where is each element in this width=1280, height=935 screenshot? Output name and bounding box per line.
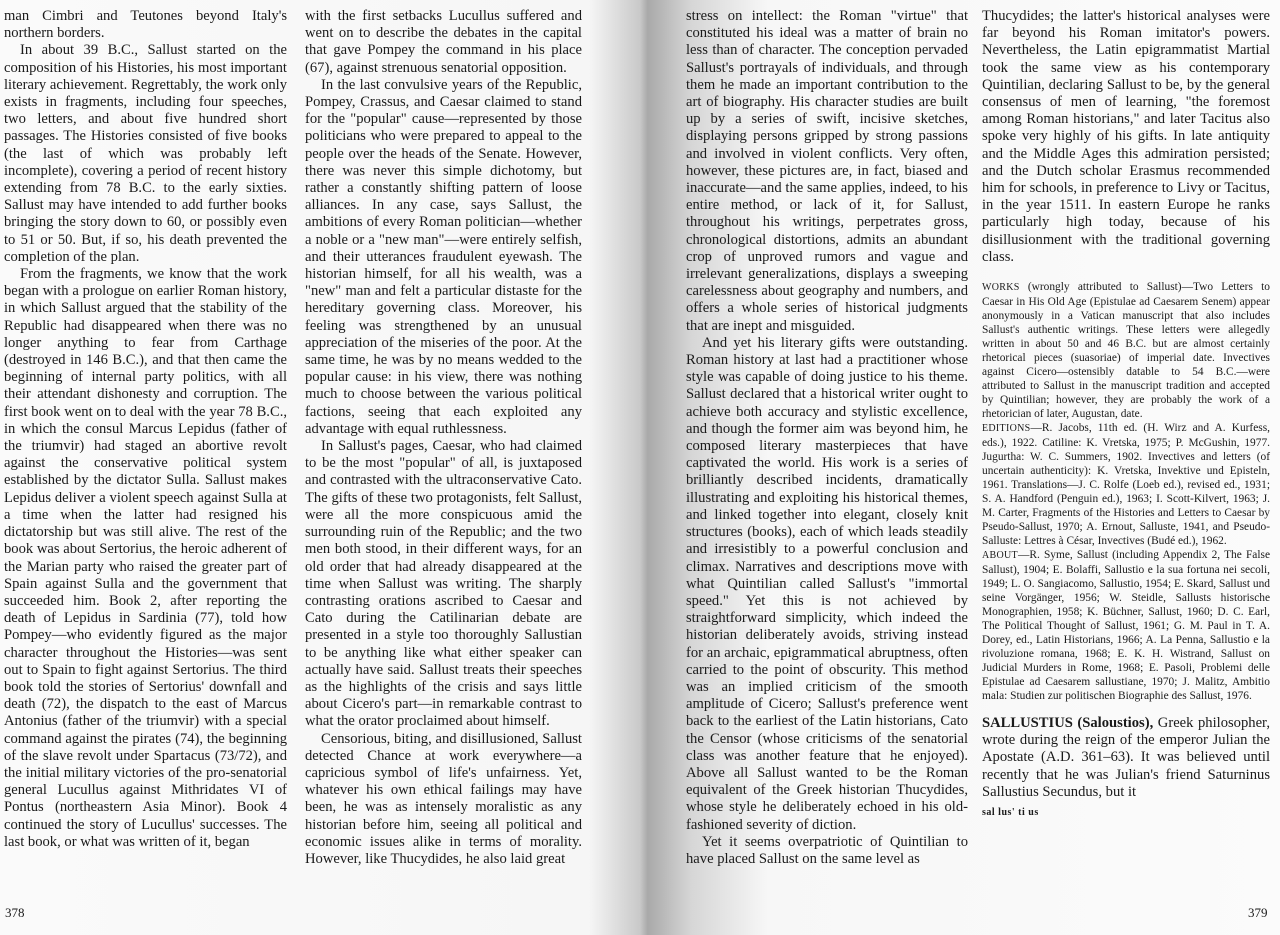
paragraph: In the last convulsive years of the Republic, Pompey, Crassus, and Caesar claimed to stand for the "popular" cause—represented by those politicians who were prepared to appeal to the people over the heads of the Senate. However, there was never this simple dichotomy, but rather a constantly shifting pattern of loose alliances. In any case, says Sallust, the ambitions of every Roman politician—whether a noble or a "new man"—were entirely selfish, and their utterances fraudulent eyewash. The historian himself, for all his wealth, was a "new" man and felt a particular distaste for the hereditary governing class. Moreover, his feeling was strengthened by an unusual appreciation of the miseries of the poor. At the same time, he was by no means wedded to the popular cause: in his view, there was nothing much to choose between the various political factions, seeing that each exploited any advantage with equal ruthlessness. — [305, 76, 582, 437]
paragraph: man Cimbri and Teutones beyond Italy's northern borders. — [4, 8, 287, 42]
page-number-left: 378 — [5, 905, 25, 920]
page-number-right: 379 — [1248, 905, 1268, 920]
paragraph: In Sallust's pages, Caesar, who had claimed to be the most "popular" of all, is juxtaposed and contrasted with the ultraconservative Cato. The gifts of these two protagonists, felt Sallust, were all the more conspicuous amid the surrounding ruin of the Republic; and the two men both stood, in their different ways, for an old order that had already disappeared at the time when Sallust was writing. The sharply contrasting orations ascribed to Caesar and Cato during the Catilinarian debate are presented in a style too thoroughly Sallustian to be anything like what either speaker can actually have said. Sallust treats their speeches as the highlights of the crisis and says little about Cicero's part—in remarkable contrast to what the orator proclaimed about himself. — [305, 438, 582, 730]
entry-paragraph — [982, 715, 1270, 801]
bibliography — [982, 280, 1270, 703]
left-column-2 — [305, 8, 582, 868]
bibliography-editions — [982, 421, 1270, 548]
editions-label: EDITIONS — [982, 423, 1031, 435]
paragraph: Thucydides; the latter's historical analyses were far beyond his Roman imitator's powers. Nevertheless, the Latin epigrammatist Martial took the same view as his contemporary Quintilian, declaring Sallust to be, by the general consensus of men of learning, "the foremost among Roman historians," and later Tacitus also spoke very highly of his gifts. In late antiquity and the Middle Ages this admiration persisted; and the Dutch scholar Erasmus recommended him for schools, in preference to Livy or Tacitus, in the year 1511. In eastern Europe he ranks particularly high today, because of his disillusionment with the traditional governing class. — [982, 8, 1270, 265]
bibliography-works — [982, 280, 1270, 421]
editions-text: —R. Jacobs, 11th ed. (H. Wirz and A. Kurfess, eds.), 1922. Catiline: K. Vretska, 1975; P. McGushin, 1977. Jugurtha: W. C. Summers, 1902. Invectives and letters (of uncertain authenticity): K. Vretska, Invektive und Episteln, 1961. Translations—J. C. Rolfe (Loeb ed.), revised ed., 1931; S. A. Handford (Penguin ed.), 1963; I. Scott-Kilvert, 1963; J. M. Carter, Fragments of the Histories and Letters to Caesar by Pseudo-Sallust, 1970; A. Ernout, Salluste, 1941, and Pseudo-Salluste: Lettres à César, Invectives (Budé ed.), 1962. — [982, 422, 1270, 548]
left-column-1 — [4, 8, 287, 851]
paragraph: In about 39 B.C., Sallust started on the composition of his Histories, his most important literary achievement. Regrettably, the work only exists in fragments, including four speeches, two letters, and about five hundred short passages. The Histories consisted of five books (the last of which was probably left incomplete), covering a period of recent history extending from 78 B.C. to the early sixties. Sallust may have intended to add further books bringing the story down to 60, or possibly even to 51 or 50. But, if so, his death prevented the completion of the plan. — [4, 42, 287, 265]
paragraph: with the first setbacks Lucullus suffered and went on to describe the debates in the capital that gave Pompey the command in his place (67), against strenuous senatorial opposition. — [305, 8, 582, 76]
dictionary-entry — [982, 715, 1270, 821]
paragraph: From the fragments, we know that the work began with a prologue on earlier Roman history, in which Sallust argued that the stability of the Republic had disappeared when there was no longer anything to fear from Carthage (destroyed in 146 B.C.), and that then came the beginning of internal party politics, with all their attendant dishonesty and corruption. The first book went on to deal with the year 78 B.C., in which the consul Marcus Lepidus (father of the triumvir) had staged an abortive revolt against the conservative political system established by the dictator Sulla. Sallust makes Lepidus deliver a violent speech against Sulla at a time when the latter had resigned his dictatorship but was still alive. The rest of the book was about Sertorius, the heroic adherent of the Marian party who raised the greater part of Spain against Sulla and the government that succeeded him. Book 2, after reporting the death of Lepidus in Sardinia (77), told how Pompey—who evidently figured as the major character throughout the Histories—was sent out to Spain to fight against Sertorius. The third book told the stories of Sertorius' downfall and death (72), the dispatch to the east of Marcus Antonius (father of the triumvir) with a special command against the pirates (74), the beginning of the slave revolt under Spartacus (73/72), and the initial military victories of the pro-senatorial general Lucullus against Mithridates VI of Pontus (northeastern Asia Minor). Book 4 continued the story of Lucullus' successes. The last book, or what was written of it, began — [4, 266, 287, 850]
paragraph: stress on intellect: the Roman "virtue" that constituted his ideal was a matter of brain no less than of character. The conception pervaded Sallust's portrayals of individuals, and through them he made an important contribution to the art of biography. His character studies are built up by a series of swift, incisive sketches, displaying persons gripped by strong passions and involved in violent conflicts. Very often, however, these pictures are, in fact, biased and inaccurate—and the same applies, indeed, to his entire method, or lack of it, for Sallust, throughout his writings, perpetrates gross, chronological distortions, admits an abundant crop of unproved rumors and vague and irrelevant generalizations, displays a sweeping carelessness about geography and numbers, and offers a whole series of historical judgments that are inept and misguided. — [686, 8, 968, 334]
paragraph: Yet it seems overpatriotic of Quintilian to have placed Sallust on the same level as — [686, 833, 968, 867]
works-text: (wrongly attributed to Sallust)—Two Letters to Caesar in His Old Age (Epistulae ad Caesarem Senem) appear anonymously in a Vatican manuscript that also includes Sallust's authentic writings. These letters were allegedly written in about 50 and 46 B.C. but are almost certainly rhetorical pieces (suasoriae) of imperial date. Invectives against Cicero—ostensibly datable to 54 B.C.—were attributed to Sallust in the manuscript tradition and accepted by Quintilian; however, they are probably the work of a rhetorician of later, Augustan, date. — [982, 281, 1270, 421]
right-column-2 — [982, 8, 1270, 821]
paragraph: Censorious, biting, and disillusioned, Sallust detected Chance at work everywhere—a capricious symbol of life's unfairness. Yet, whatever his own ethical failings may have been, he was as intensely moralistic as any historian before him, seeing all political and economic issues alike in terms of morality. However, like Thucydides, he also laid great — [305, 730, 582, 867]
works-label: WORKS — [982, 282, 1020, 294]
entry-text: Greek philosopher, wrote during the reign of the emperor Julian the Apostate (A.D. 361–63). It was believed until recently that he was Julian's friend Saturninus Sallustius Secundus, but it — [982, 715, 1270, 800]
about-text: —R. Syme, Sallust (including Appendix 2, The False Sallust), 1904; E. Bolaffi, Sallustio e la sua fortuna nei secoli, 1949; L. O. Sangiacomo, Sallustio, 1954; E. Skard, Sallust und seine Vorgänger, 1956; W. Steidle, Sallusts historische Monographien, 1958; K. Büchner, Sallust, 1960; D. C. Earl, The Political Thought of Sallust, 1961; G. M. Paul in T. A. Dorey, ed., Latin Historians, 1966; A. La Penna, Sallustio e la rivoluzione romana, 1968; E. K. H. Wistrand, Sallust on Judicial Murders in Rome, 1968; E. Pasoli, Problemi delle Epistulae ad Caesarem sallustiane, 1970; J. Malitz, Ambitio mala: Studien zur politischen Biographie des Sallust, 1976. — [982, 549, 1270, 703]
paragraph: And yet his literary gifts were outstanding. Roman history at last had a practitioner whose style was capable of doing justice to his theme. Sallust declared that a historical writer ought to achieve both accuracy and stylistic excellence, and though the former aim was beyond him, he composed literary masterpieces that have captivated the world. His work is a series of brilliantly described incidents, dramatically illustrating and exploiting his historical themes, and linked together into elegant, closely knit structures (books), each of which leads steadily and irresistibly to a powerful conclusion and climax. Narratives and descriptions move with what Quintilian called Sallust's "immortal speed." Yet this is not achieved by straightforward simplicity, which indeed the historian deliberately avoids, striving instead for an archaic, epigrammatical abruptness, often carried to the point of obscurity. This method was an implied criticism of the smooth amplitude of Cicero; Sallust's preference went back to the earliest of the Latin historians, Cato the Censor (whose criticisms of the senatorial class was another feature that he enjoyed). Above all Sallust wanted to be the Roman equivalent of the Greek historian Thucydides, whose style he deliberately echoed in his old-fashioned severity of diction. — [686, 334, 968, 833]
pronunciation-guide: sal lus' ti us — [982, 807, 1039, 819]
entry-headword: SALLUSTIUS (Saloustios), — [982, 715, 1154, 732]
bibliography-about — [982, 548, 1270, 703]
about-label: ABOUT — [982, 550, 1018, 562]
right-column-1 — [686, 8, 968, 868]
